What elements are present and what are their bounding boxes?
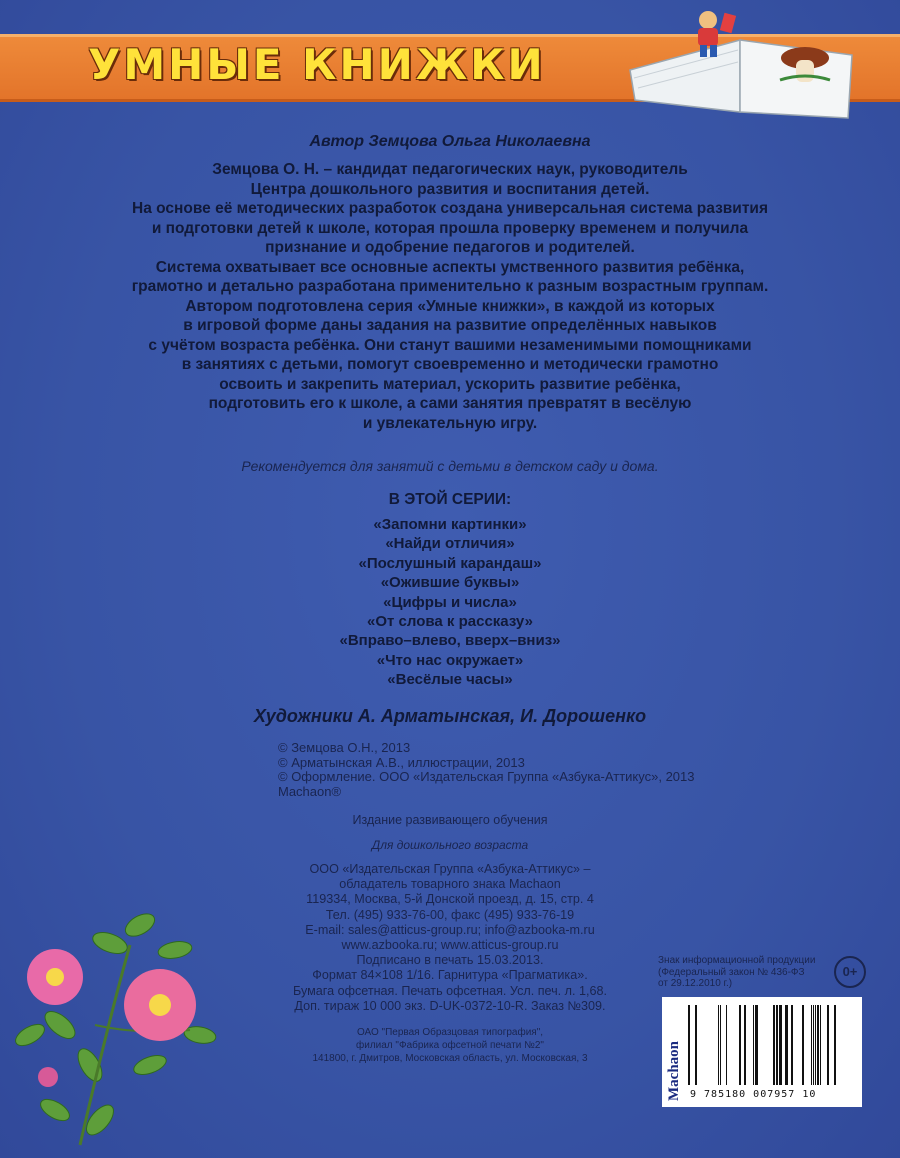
book-title: «Вправо–влево, вверх–вниз» <box>339 632 561 650</box>
barcode-bar <box>827 1005 829 1085</box>
publisher-line: www.azbooka.ru; www.atticus-group.ru <box>341 938 559 953</box>
publisher-logo <box>664 1003 684 1103</box>
recommendation: Рекомендуется для занятий с детьми в детском саду и дома. <box>241 458 659 474</box>
book-title: «От слова к рассказу» <box>367 613 533 631</box>
author-line: Автор Земцова Ольга Николаевна <box>309 133 591 150</box>
book-title: «Запомни картинки» <box>373 516 527 533</box>
barcode-bar <box>718 1005 719 1085</box>
barcode-bar <box>776 1005 778 1085</box>
info-product-sign <box>658 955 828 990</box>
series-title: УМНЫЕ КНИЖКИ <box>88 40 546 89</box>
bio-line: освоить и закрепить материал, ускорить развитие ребёнка, <box>219 375 681 393</box>
publisher-line: обладатель товарного знака Machaon <box>339 877 561 892</box>
book-title: «Что нас окружает» <box>376 651 524 669</box>
barcode-bar <box>773 1005 775 1085</box>
bio-line: На основе её методических разработок создана универсальная система развития <box>132 200 768 217</box>
bio-line: грамотно и детально разработана применительно к разным возрастным группам. <box>131 278 769 295</box>
bio-line: в занятиях с детьми, помогут своевременно и методически грамотно <box>181 356 719 373</box>
barcode-digits: 9 785180 007957 10 <box>690 1089 817 1100</box>
book-title: «Цифры и числа» <box>383 593 517 611</box>
bio-line: Центра дошкольного развития и воспитания детей. <box>250 180 650 198</box>
barcode-bar <box>755 1005 758 1085</box>
bio-line: подготовить его к школе, а сами занятия превратят в весёлую <box>208 395 692 412</box>
copyright-line: Machaon® <box>278 783 342 799</box>
bio-line: признание и одобрение педагогов и родителей. <box>265 239 635 256</box>
publisher-line: Бумага офсетная. Печать офсетная. Усл. печ. л. 1,68. <box>292 983 608 998</box>
rose-flower <box>27 949 83 1005</box>
barcode-bar <box>802 1005 804 1085</box>
info-sign-line: от 29.12.2010 г.) <box>658 978 733 989</box>
printer-line: 141800, г. Дмитров, Московская область, ул. Московская, 3 <box>312 1052 588 1064</box>
series-book-list <box>0 515 900 690</box>
barcode-bar <box>820 1005 821 1085</box>
logo-text: Machaon <box>666 1041 682 1101</box>
barcode-panel <box>662 997 862 1107</box>
barcode-bar <box>779 1005 782 1085</box>
bio-line: Автором подготовлена серия «Умные книжки», в каждой из которых <box>185 297 715 315</box>
barcode-bar <box>811 1005 812 1085</box>
copyright-line: © Оформление. ООО «Издательская Группа «Азбука-Аттикус», 2013 <box>278 769 695 784</box>
barcode-bar <box>753 1005 754 1085</box>
barcode-bar <box>813 1005 814 1085</box>
bio-line: и подготовки детей к школе, которая прошла проверку временем и получила <box>151 219 749 237</box>
publisher-line: 119334, Москва, 5-й Донской проезд, д. 15, стр. 4 <box>306 892 594 907</box>
wild-rose-illustration <box>0 905 240 1158</box>
barcode-bar <box>720 1005 721 1085</box>
book-title: «Весёлые часы» <box>387 671 513 689</box>
publisher-line: Формат 84×108 1/16. Гарнитура «Прагматика». <box>312 968 588 983</box>
bio-line: и увлекательную игру. <box>362 414 538 432</box>
printer-line: ОАО "Первая Образцовая типография", <box>356 1027 544 1038</box>
barcode-bar <box>834 1005 836 1085</box>
info-sign-line: (Федеральный закон № 436-ФЗ <box>658 966 805 978</box>
bio-line: с учётом возраста ребёнка. Они станут вашими незаменимыми помощниками <box>148 336 752 354</box>
bio-line: Земцова О. Н. – кандидат педагогических наук, руководитель <box>212 161 688 178</box>
edition-type: Издание развивающего обучения <box>352 813 548 827</box>
printer-line: филиал "Фабрика офсетной печати №2" <box>356 1039 544 1051</box>
publisher-line: Подписано в печать 15.03.2013. <box>356 953 544 968</box>
publisher-line: Тел. (495) 933-76-00, факс (495) 933-76-19 <box>325 907 575 922</box>
age-rating-badge: 0+ <box>834 956 866 988</box>
age-group: Для дошкольного возраста <box>371 838 529 852</box>
barcode <box>686 1005 858 1085</box>
barcode-bar <box>688 1005 690 1085</box>
barcode-bar <box>695 1005 697 1085</box>
info-sign-line: Знак информационной продукции <box>658 955 816 966</box>
author-bio <box>0 160 900 433</box>
copyright-block <box>278 741 698 799</box>
barcode-bar <box>791 1005 793 1085</box>
book-title: «Послушный карандаш» <box>358 554 542 572</box>
copyright-line: © Арматынская А.В., иллюстрации, 2013 <box>278 754 525 770</box>
barcode-bar <box>739 1005 741 1085</box>
book-title: «Ожившие буквы» <box>380 574 520 592</box>
open-book-illustration <box>620 0 860 120</box>
barcode-bar <box>815 1005 816 1085</box>
bio-line: Система охватывает все основные аспекты умственного развития ребёнка, <box>155 258 745 276</box>
barcode-bar <box>817 1005 819 1085</box>
barcode-bar <box>744 1005 746 1085</box>
barcode-bar <box>726 1005 727 1085</box>
publisher-line: Доп. тираж 10 000 экз. D-UK-0372-10-R. Заказ №309. <box>294 998 606 1013</box>
series-heading: В ЭТОЙ СЕРИИ: <box>388 491 512 508</box>
book-title: «Найди отличия» <box>385 535 515 553</box>
publisher-line: E-mail: sales@atticus-group.ru; info@azbooka-m.ru <box>305 922 595 937</box>
barcode-bar <box>785 1005 788 1085</box>
copyright-line: © Земцова О.Н., 2013 <box>278 740 411 755</box>
rose-flower <box>124 969 196 1041</box>
artists-line: Художники А. Арматынская, И. Дорошенко <box>253 706 647 726</box>
publisher-line: ООО «Издательская Группа «Азбука-Аттикус» – <box>309 862 591 876</box>
bio-line: в игровой форме даны задания на развитие определённых навыков <box>183 317 717 334</box>
